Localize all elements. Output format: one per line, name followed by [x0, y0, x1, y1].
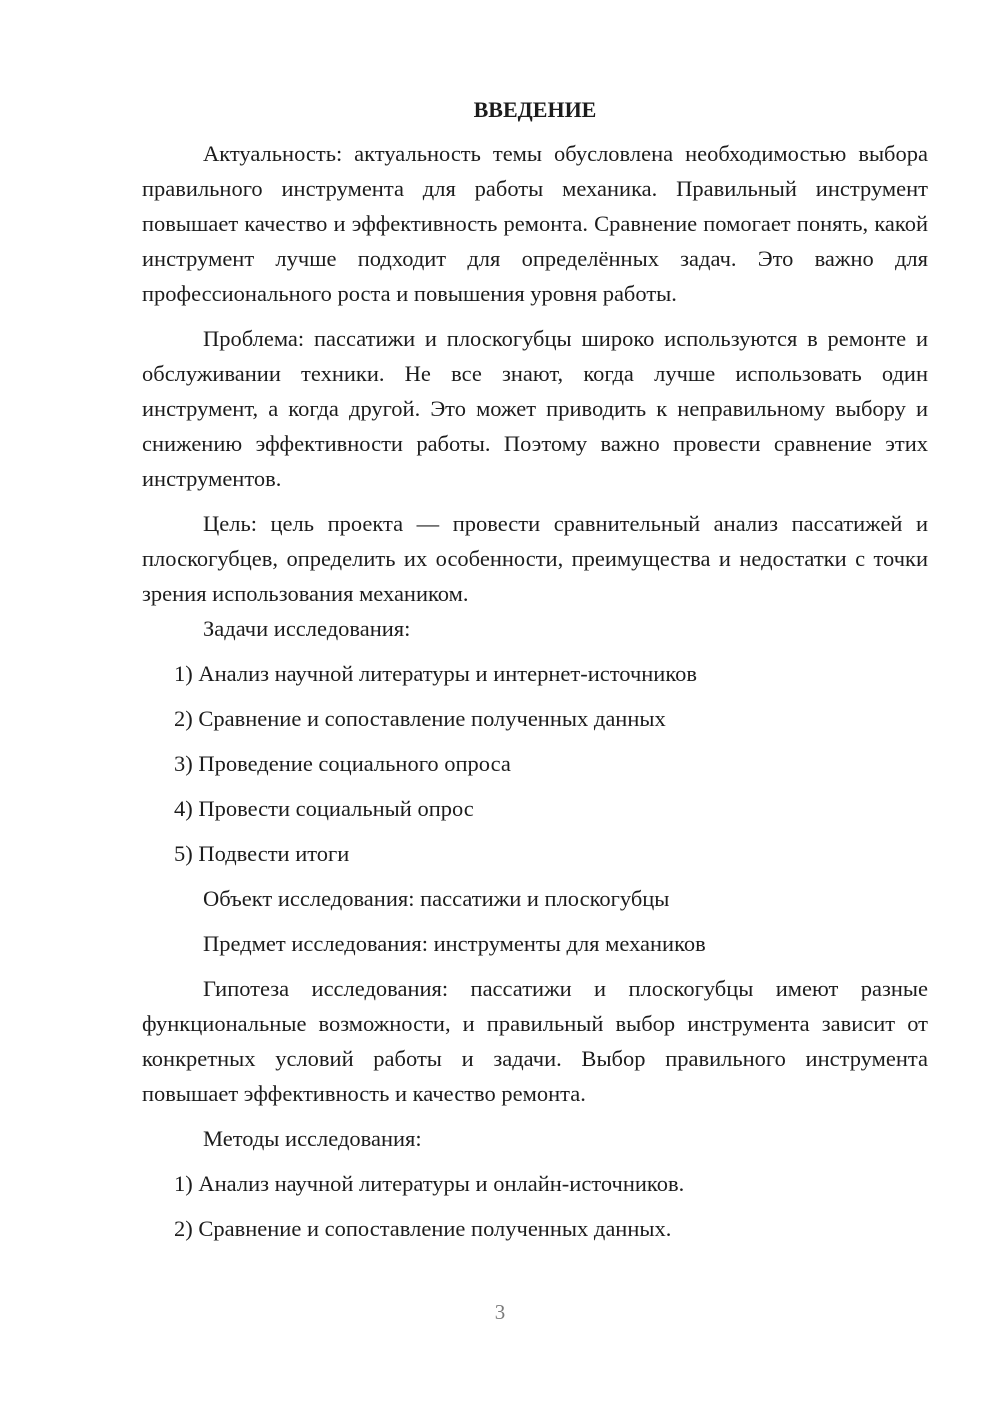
method-item: 1) Анализ научной литературы и онлайн-источников.	[174, 1171, 685, 1196]
task-item: 1) Анализ научной литературы и интернет-источников	[174, 661, 698, 686]
object-line: Объект исследования: пассатижи и плоскогубцы	[203, 886, 670, 911]
goal-paragraph: Цель: цель проекта — провести сравнительный анализ пассатижей и плоскогубцев, определить их особенности, преимущества и недостатки с точки зрения использования механиком.	[142, 511, 928, 606]
page-number: 3	[494, 1300, 506, 1324]
tasks-title: Задачи исследования:	[203, 616, 411, 641]
task-item: 2) Сравнение и сопоставление полученных данных	[174, 706, 666, 731]
section-heading: ВВЕДЕНИЕ	[473, 97, 597, 122]
task-item: 5) Подвести итоги	[174, 841, 350, 866]
page-content	[142, 94, 928, 1246]
relevance-paragraph: Актуальность: актуальность темы обусловлена необходимостью выбора правильного инструмента для работы механика. Правильный инструмент повышает качество и эффективность ремонта. Сравнение помогает понять, какой инструмент лучше подходит для определённых задач. Это важно для профессионального роста и повышения уровня работы.	[142, 141, 928, 306]
problem-paragraph: Проблема: пассатижи и плоскогубцы широко используются в ремонте и обслуживании техники. Не все знают, когда лучше использовать один инструмент, а когда другой. Это может приводить к неправильному выбору и снижению эффективности работы. Поэтому важно провести сравнение этих инструментов.	[142, 326, 928, 491]
hypothesis-paragraph: Гипотеза исследования: пассатижи и плоскогубцы имеют разные функциональные возможности, и правильный выбор инструмента зависит от конкретных условий работы и задачи. Выбор правильного инструмента повышает эффективность и качество ремонта.	[142, 976, 928, 1106]
task-item: 4) Провести социальный опрос	[174, 796, 474, 821]
subject-line: Предмет исследования: инструменты для механиков	[203, 931, 706, 956]
method-item: 2) Сравнение и сопоставление полученных данных.	[174, 1216, 672, 1241]
methods-title: Методы исследования:	[203, 1126, 422, 1151]
task-item: 3) Проведение социального опроса	[174, 751, 511, 776]
